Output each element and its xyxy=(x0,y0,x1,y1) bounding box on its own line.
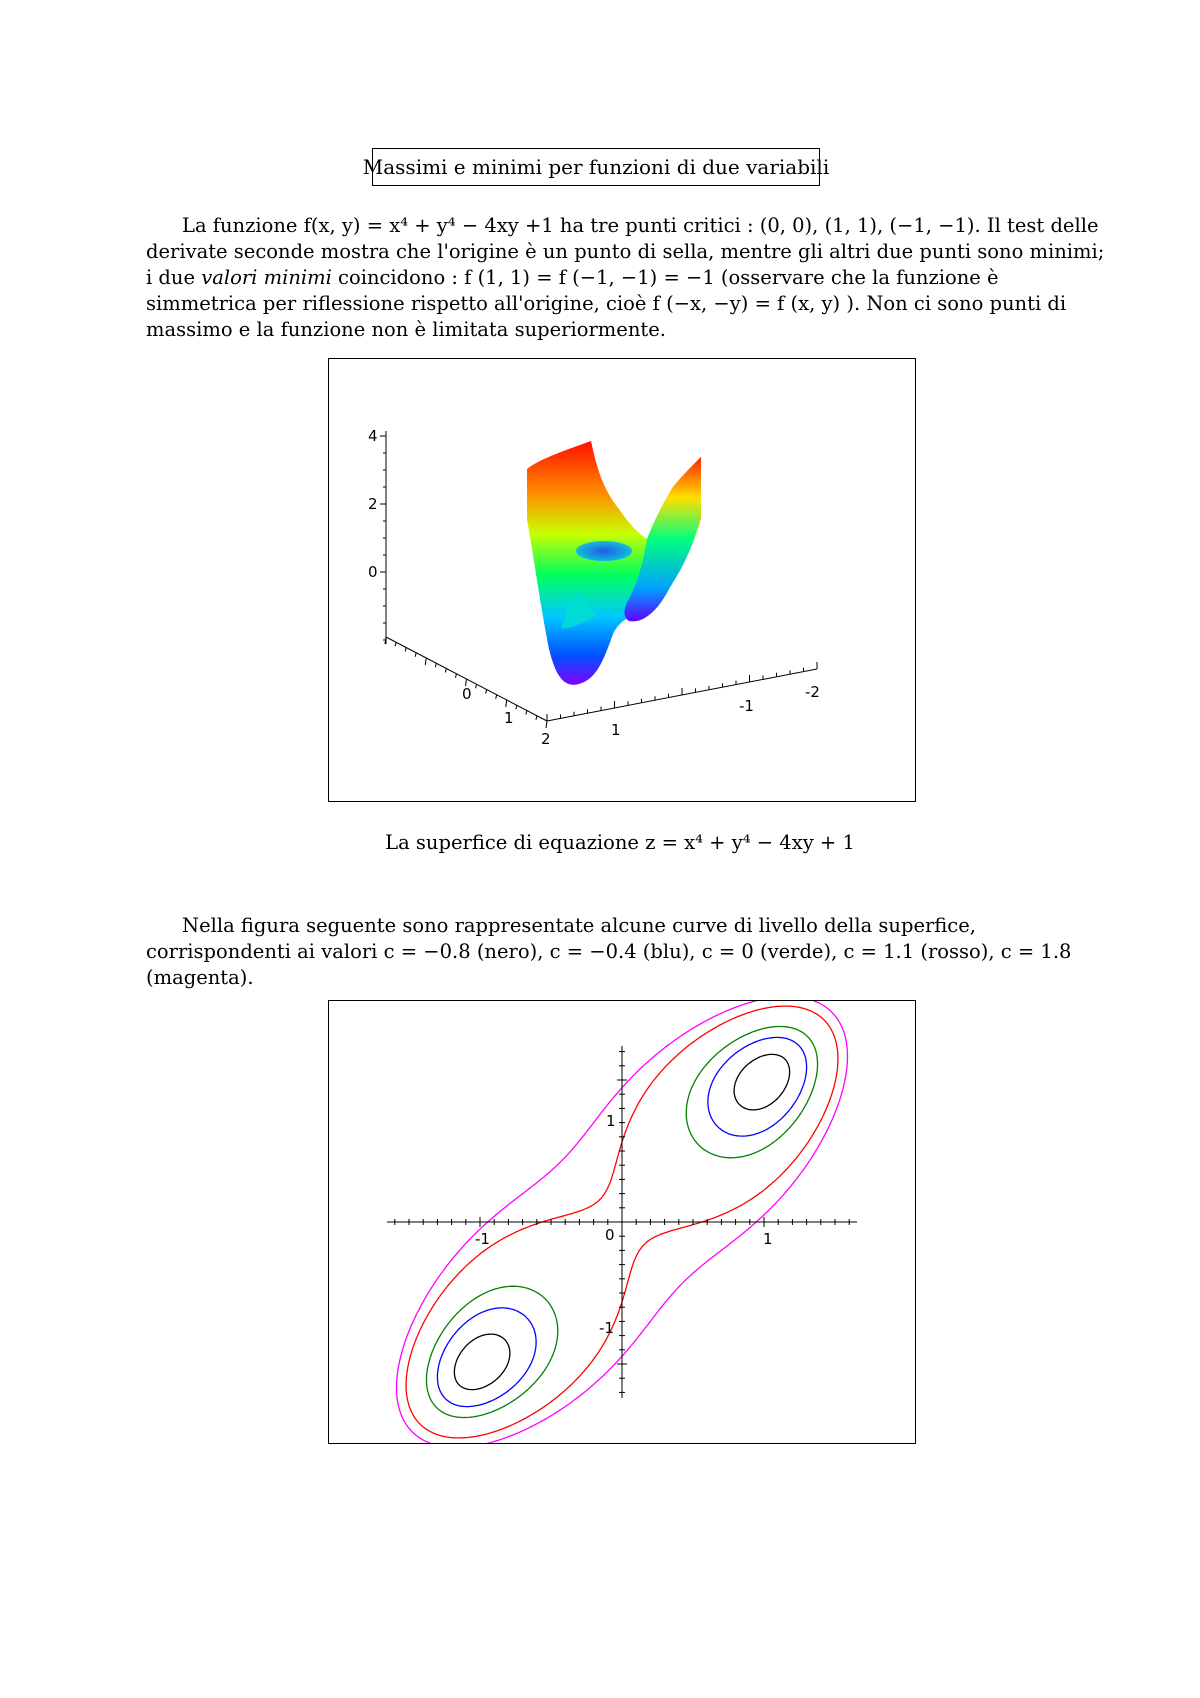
contour-figure xyxy=(328,1000,916,1444)
floor-tick xyxy=(516,705,517,709)
right-axis-tick-label: -2 xyxy=(805,683,820,701)
surface-minimum-well xyxy=(576,541,632,561)
floor-tick xyxy=(425,658,426,665)
floor-tick xyxy=(506,700,507,707)
contour-plot xyxy=(329,1001,915,1443)
text-line: corrispondenti ai valori c = −0.8 (nero), c = −0.4 (blu), c = 0 (verde), c = 1.1 (rosso), c = 1.8 xyxy=(146,940,1072,963)
x-tick-label: 1 xyxy=(763,1230,773,1248)
text-line: Nella figura seguente sono rappresentate alcune curve di livello della superfice, xyxy=(182,914,976,937)
floor-tick xyxy=(526,711,527,715)
y-tick-label: -1 xyxy=(599,1319,614,1337)
z-tick-label: 0 xyxy=(368,563,378,581)
floor-tick xyxy=(455,674,456,678)
floor-tick xyxy=(415,653,416,657)
floor-tick xyxy=(445,669,446,673)
paragraph-level-curves xyxy=(146,913,1072,991)
floor-tick xyxy=(476,684,477,688)
z-tick-label: 4 xyxy=(368,427,378,445)
emphasis-minimum-values: valori minimi xyxy=(201,266,332,289)
text-line: simmetrica per riflessione rispetto all'origine, cioè f (−x, −y) = f (x, y) ). Non ci sono punti di xyxy=(146,292,1067,315)
text-line: derivate seconde mostra che l'origine è un punto di sella, mentre gli altri due punti sono minimi; xyxy=(146,240,1105,263)
surface-figure xyxy=(328,358,916,802)
right-axis-tick-label: -1 xyxy=(739,697,754,715)
x-tick-label: -1 xyxy=(475,1230,490,1248)
left-axis-tick-label: 2 xyxy=(541,730,551,748)
floor-tick xyxy=(546,721,547,728)
z-axis-ticks xyxy=(380,436,386,640)
text-line: (magenta). xyxy=(146,966,254,989)
left-floor-axis-ticks xyxy=(385,637,547,728)
floor-tick xyxy=(395,642,396,646)
floor-tick xyxy=(536,716,537,720)
left-axis-tick-label: 1 xyxy=(504,709,514,727)
page-title: Massimi e minimi per funzioni di due variabili xyxy=(372,148,820,186)
z-tick-label: 2 xyxy=(368,495,378,513)
floor-tick xyxy=(496,695,497,699)
surface-plot xyxy=(329,359,915,801)
text-line: i due valori minimi coincidono : f (1, 1) = f (−1, −1) = −1 (osservare che la funzione è xyxy=(146,266,999,289)
text-line: La funzione f(x, y) = x⁴ + y⁴ − 4xy +1 ha tre punti critici : (0, 0), (1, 1), (−1, −1). Il test delle xyxy=(182,214,1099,237)
floor-tick xyxy=(405,648,406,652)
floor-tick xyxy=(435,663,436,667)
floor-tick xyxy=(486,690,487,694)
surface-caption: La superfice di equazione z = x⁴ + y⁴ − 4xy + 1 xyxy=(385,831,855,854)
paragraph-critical-points xyxy=(146,213,1105,343)
text-line: massimo e la funzione non è limitata superiormente. xyxy=(146,318,666,341)
left-axis-tick-label: 0 xyxy=(462,685,472,703)
right-axis-tick-label: 1 xyxy=(611,721,621,739)
y-tick-label: 1 xyxy=(606,1112,616,1130)
x-tick-label: 0 xyxy=(605,1226,615,1244)
